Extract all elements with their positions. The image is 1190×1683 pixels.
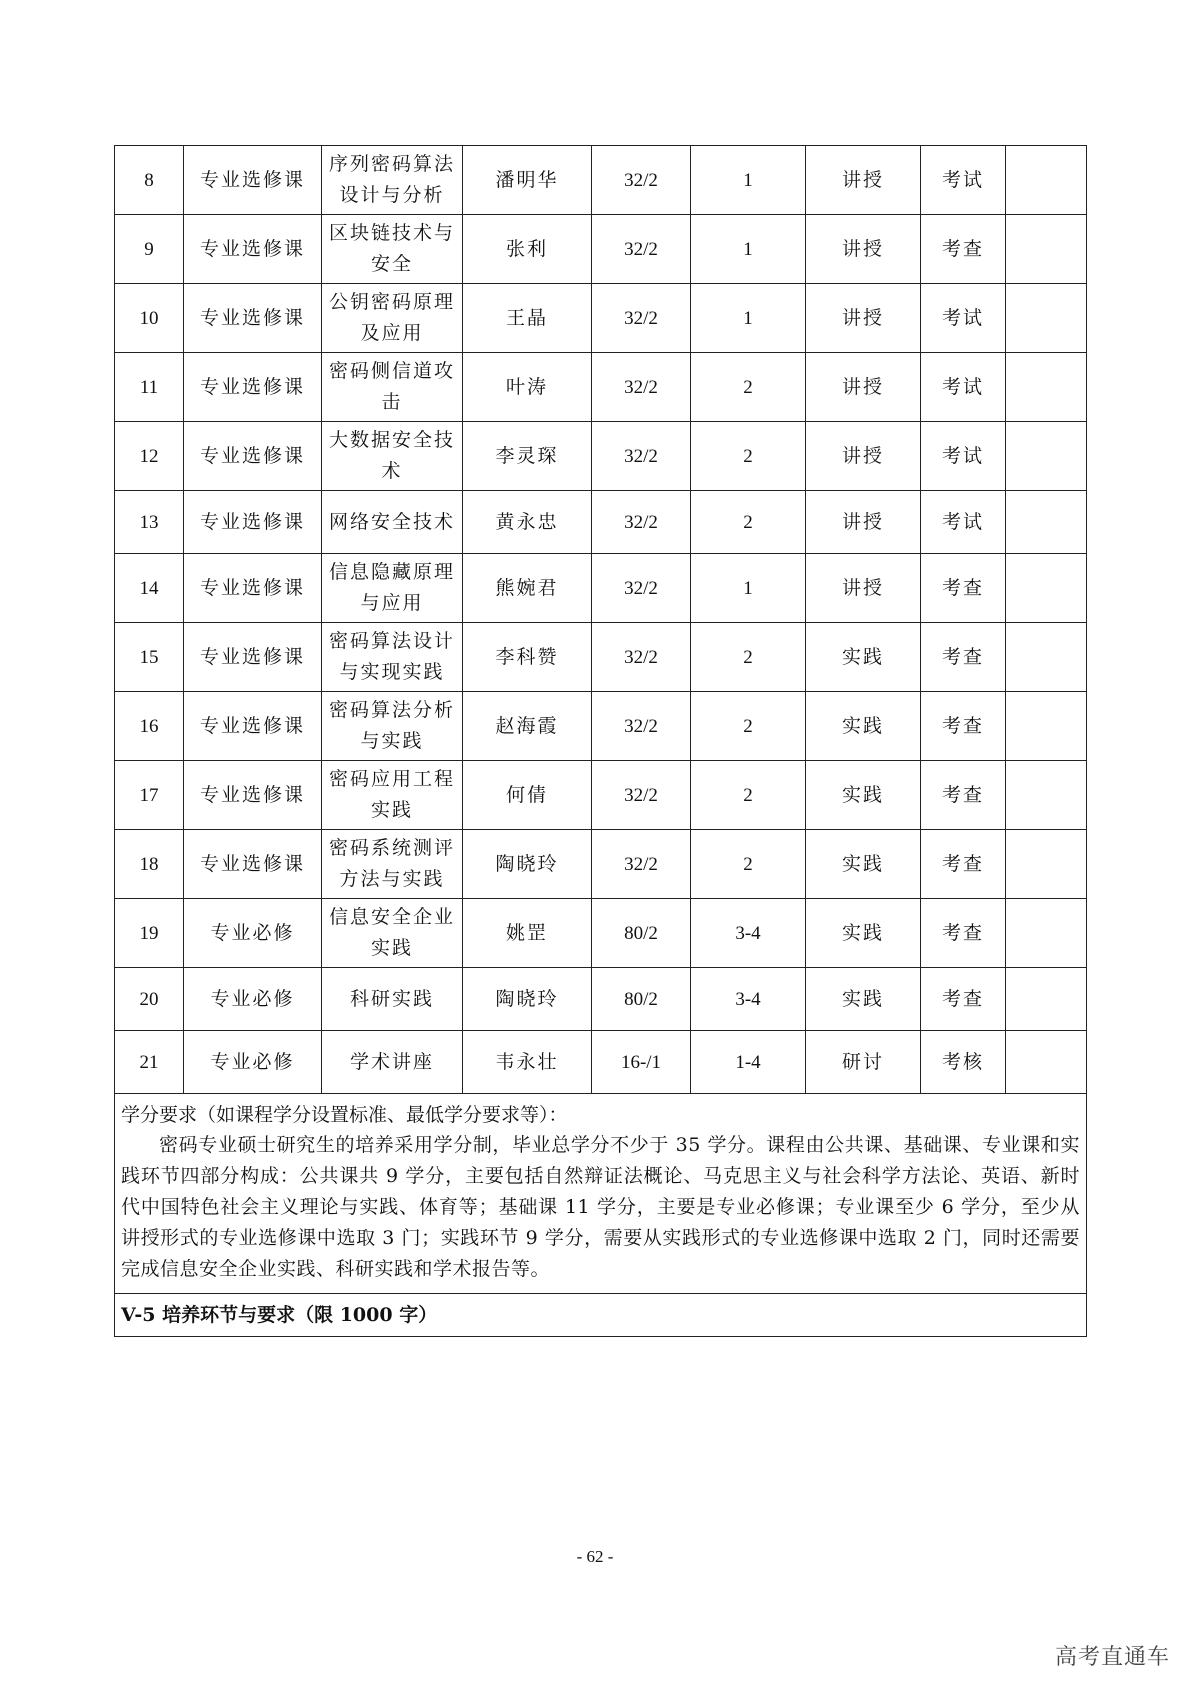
table-row	[115, 491, 1087, 554]
semester: 3-4	[691, 899, 806, 968]
course-table	[114, 145, 1087, 1337]
course-name: 大数据安全技术	[322, 422, 463, 491]
teacher-name: 潘明华	[463, 146, 592, 215]
table-row	[115, 761, 1087, 830]
remark	[1006, 146, 1087, 215]
remark	[1006, 623, 1087, 692]
teaching-method: 研讨	[806, 1031, 921, 1094]
row-number: 19	[115, 899, 184, 968]
course-type: 专业选修课	[184, 761, 322, 830]
remark	[1006, 1031, 1087, 1094]
credit-requirements-cell	[115, 1094, 1087, 1294]
course-type: 专业必修	[184, 1031, 322, 1094]
semester: 2	[691, 623, 806, 692]
hours-credits: 32/2	[592, 215, 691, 284]
remark	[1006, 968, 1087, 1031]
credit-requirements-body: 密码专业硕士研究生的培养采用学分制，毕业总学分不少于 35 学分。课程由公共课、基础课、专业课和实践环节四部分构成：公共课共 9 学分，主要包括自然辩证法概论、马克思主义与社会科学方法论、英语、新时代中国特色社会主义理论与实践、体育等；基础课 11 学分，主要是专业必修课；专业课至少 6 学分，至少从讲授形式的专业选修课中选取 3 门；实践环节 9 学分，需要从实践形式的专业选修课中选取 2 门，同时还需要完成信息安全企业实践、科研实践和学术报告等。	[121, 1134, 1080, 1280]
teaching-method: 讲授	[806, 215, 921, 284]
course-name: 密码应用工程实践	[322, 761, 463, 830]
assessment-method: 考查	[921, 761, 1006, 830]
assessment-method: 考试	[921, 146, 1006, 215]
assessment-method: 考查	[921, 899, 1006, 968]
course-name: 网络安全技术	[322, 491, 463, 554]
teacher-name: 熊婉君	[463, 554, 592, 623]
hours-credits: 32/2	[592, 491, 691, 554]
teacher-name: 姚罡	[463, 899, 592, 968]
remark	[1006, 422, 1087, 491]
course-type: 专业选修课	[184, 284, 322, 353]
table-row	[115, 554, 1087, 623]
assessment-method: 考查	[921, 623, 1006, 692]
hours-credits: 32/2	[592, 284, 691, 353]
credit-requirements-heading: 学分要求（如课程学分设置标准、最低学分要求等）：	[121, 1104, 568, 1126]
semester: 2	[691, 422, 806, 491]
page-number: - 62 -	[576, 1547, 614, 1566]
assessment-method: 考试	[921, 284, 1006, 353]
remark	[1006, 215, 1087, 284]
row-number: 11	[115, 353, 184, 422]
course-name: 密码算法设计与实现实践	[322, 623, 463, 692]
hours-credits: 32/2	[592, 554, 691, 623]
teacher-name: 叶涛	[463, 353, 592, 422]
course-type: 专业选修课	[184, 554, 322, 623]
watermark: 高考直通车	[1054, 1645, 1170, 1670]
course-type: 专业选修课	[184, 353, 322, 422]
teaching-method: 讲授	[806, 353, 921, 422]
hours-credits: 32/2	[592, 353, 691, 422]
table-row	[115, 623, 1087, 692]
teacher-name: 黄永忠	[463, 491, 592, 554]
assessment-method: 考试	[921, 422, 1006, 491]
course-type: 专业选修课	[184, 692, 322, 761]
table-row	[115, 968, 1087, 1031]
remark	[1006, 830, 1087, 899]
course-name: 信息安全企业实践	[322, 899, 463, 968]
row-number: 13	[115, 491, 184, 554]
teaching-method: 讲授	[806, 284, 921, 353]
teacher-name: 韦永壮	[463, 1031, 592, 1094]
teaching-method: 实践	[806, 899, 921, 968]
semester: 2	[691, 491, 806, 554]
teacher-name: 李科赞	[463, 623, 592, 692]
table-row	[115, 284, 1087, 353]
hours-credits: 32/2	[592, 692, 691, 761]
course-name: 密码算法分析与实践	[322, 692, 463, 761]
semester: 2	[691, 761, 806, 830]
row-number: 12	[115, 422, 184, 491]
remark	[1006, 692, 1087, 761]
assessment-method: 考查	[921, 968, 1006, 1031]
row-number: 16	[115, 692, 184, 761]
course-type: 专业选修课	[184, 623, 322, 692]
hours-credits: 32/2	[592, 146, 691, 215]
table-row	[115, 215, 1087, 284]
remark	[1006, 899, 1087, 968]
course-name: 科研实践	[322, 968, 463, 1031]
remark	[1006, 554, 1087, 623]
assessment-method: 考查	[921, 215, 1006, 284]
teacher-name: 张利	[463, 215, 592, 284]
table-row	[115, 146, 1087, 215]
course-name: 学术讲座	[322, 1031, 463, 1094]
row-number: 10	[115, 284, 184, 353]
hours-credits: 32/2	[592, 761, 691, 830]
course-rows	[115, 146, 1087, 1094]
teaching-method: 讲授	[806, 554, 921, 623]
row-number: 9	[115, 215, 184, 284]
hours-credits: 32/2	[592, 422, 691, 491]
remark	[1006, 353, 1087, 422]
semester: 1-4	[691, 1031, 806, 1094]
table-row	[115, 422, 1087, 491]
semester: 2	[691, 353, 806, 422]
teacher-name: 赵海霞	[463, 692, 592, 761]
teaching-method: 讲授	[806, 146, 921, 215]
course-name: 密码系统测评方法与实践	[322, 830, 463, 899]
semester: 3-4	[691, 968, 806, 1031]
semester: 1	[691, 554, 806, 623]
course-type: 专业选修课	[184, 830, 322, 899]
row-number: 14	[115, 554, 184, 623]
remark	[1006, 284, 1087, 353]
table-row	[115, 1031, 1087, 1094]
course-name: 信息隐藏原理与应用	[322, 554, 463, 623]
course-name: 密码侧信道攻击	[322, 353, 463, 422]
teaching-method: 实践	[806, 623, 921, 692]
row-number: 21	[115, 1031, 184, 1094]
teacher-name: 李灵琛	[463, 422, 592, 491]
semester: 2	[691, 692, 806, 761]
teaching-method: 讲授	[806, 491, 921, 554]
assessment-method: 考查	[921, 830, 1006, 899]
course-name: 公钥密码原理及应用	[322, 284, 463, 353]
row-number: 18	[115, 830, 184, 899]
teacher-name: 王晶	[463, 284, 592, 353]
course-name: 区块链技术与安全	[322, 215, 463, 284]
row-number: 8	[115, 146, 184, 215]
teaching-method: 实践	[806, 761, 921, 830]
hours-credits: 32/2	[592, 830, 691, 899]
row-number: 20	[115, 968, 184, 1031]
hours-credits: 80/2	[592, 968, 691, 1031]
assessment-method: 考查	[921, 692, 1006, 761]
course-type: 专业必修	[184, 899, 322, 968]
row-number: 15	[115, 623, 184, 692]
teacher-name: 陶晓玲	[463, 830, 592, 899]
teaching-method: 讲授	[806, 422, 921, 491]
course-type: 专业选修课	[184, 422, 322, 491]
course-name: 序列密码算法设计与分析	[322, 146, 463, 215]
hours-credits: 16-/1	[592, 1031, 691, 1094]
course-type: 专业选修课	[184, 491, 322, 554]
remark	[1006, 491, 1087, 554]
course-type: 专业选修课	[184, 215, 322, 284]
table-row	[115, 899, 1087, 968]
table-row	[115, 830, 1087, 899]
semester: 1	[691, 284, 806, 353]
assessment-method: 考核	[921, 1031, 1006, 1094]
course-type: 专业必修	[184, 968, 322, 1031]
hours-credits: 80/2	[592, 899, 691, 968]
assessment-method: 考试	[921, 353, 1006, 422]
teaching-method: 实践	[806, 830, 921, 899]
semester: 2	[691, 830, 806, 899]
remark	[1006, 761, 1087, 830]
assessment-method: 考试	[921, 491, 1006, 554]
teaching-method: 实践	[806, 692, 921, 761]
row-number: 17	[115, 761, 184, 830]
table-row	[115, 692, 1087, 761]
assessment-method: 考查	[921, 554, 1006, 623]
teaching-method: 实践	[806, 968, 921, 1031]
semester: 1	[691, 146, 806, 215]
teacher-name: 陶晓玲	[463, 968, 592, 1031]
semester: 1	[691, 215, 806, 284]
table-row	[115, 353, 1087, 422]
hours-credits: 32/2	[592, 623, 691, 692]
course-type: 专业选修课	[184, 146, 322, 215]
teacher-name: 何倩	[463, 761, 592, 830]
section-title: V-5 培养环节与要求（限 1000 字）	[115, 1294, 1087, 1337]
